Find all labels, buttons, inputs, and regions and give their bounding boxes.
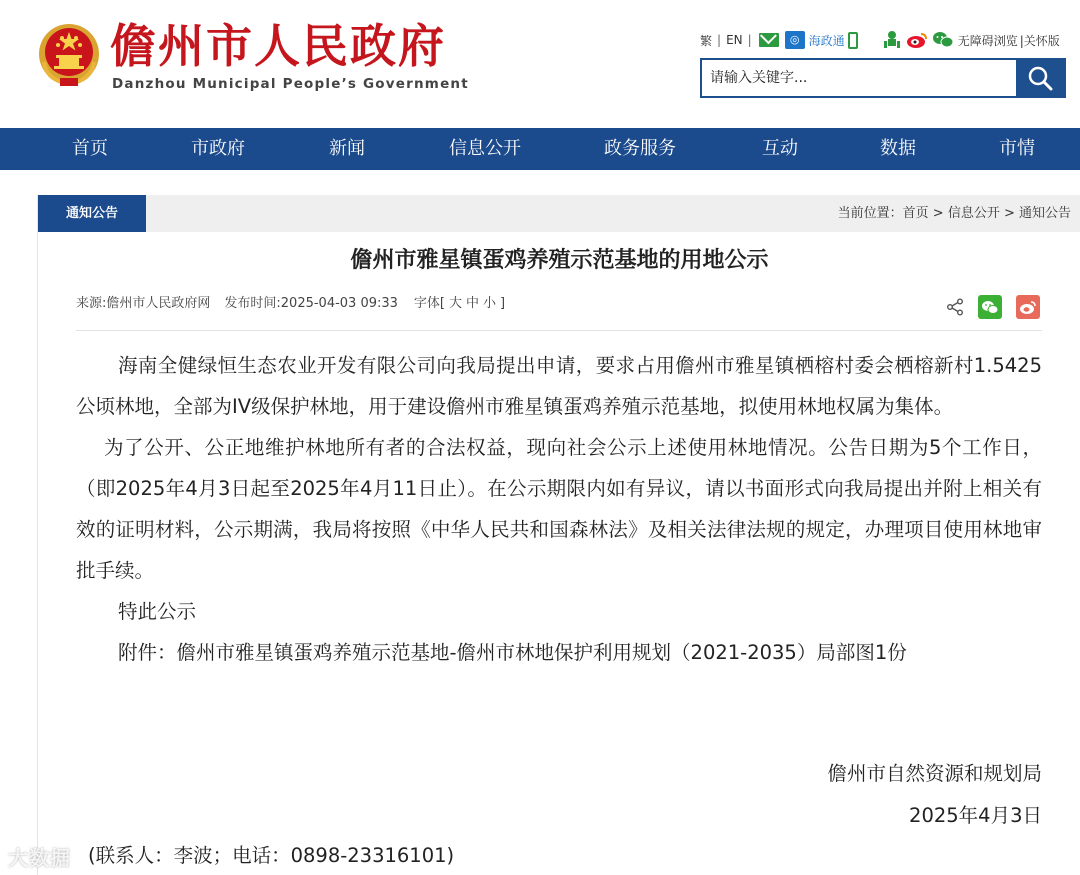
national-emblem-icon[interactable]: [36, 22, 102, 90]
article-title: 儋州市雅星镇蛋鸡养殖示范基地的用地公示: [350, 248, 769, 273]
signature-date: 2025年4月3日: [909, 804, 1042, 827]
nav-item-data[interactable]: 数据: [880, 138, 916, 159]
elderly-care-icon[interactable]: [882, 30, 902, 50]
weibo-icon[interactable]: [906, 31, 928, 49]
meta-divider: [76, 330, 1042, 331]
font-size-small[interactable]: 小: [483, 296, 497, 311]
weibo-icon: [1019, 300, 1037, 315]
search-button[interactable]: [1016, 60, 1064, 96]
content-panel: [37, 195, 1080, 875]
traditional-chinese-link[interactable]: 繁: [700, 33, 713, 48]
signer: 儋州市自然资源和规划局: [827, 762, 1042, 785]
divider: |: [747, 33, 752, 47]
font-size-selector: [412, 292, 507, 311]
font-size-label: 字体[: [413, 296, 445, 311]
haizhengtong-link[interactable]: 海政通: [808, 33, 845, 48]
english-link[interactable]: EN: [726, 33, 743, 47]
phone-icon[interactable]: [848, 32, 858, 49]
watermark: 大数据: [8, 846, 71, 870]
section-tab[interactable]: 通知公告: [38, 195, 146, 232]
font-size-large[interactable]: 大: [449, 296, 463, 311]
section-bar: [38, 195, 1080, 232]
nav-item-home[interactable]: 首页: [72, 138, 108, 159]
contact-info: (联系人：李波；电话：0898-23316101): [88, 844, 455, 867]
font-size-close: ]: [500, 296, 506, 311]
nav-item-city-info[interactable]: 市情: [999, 138, 1035, 159]
breadcrumb[interactable]: 当前位置：首页 > 信息公开 > 通知公告: [837, 206, 1071, 221]
wechat-icon: [981, 300, 999, 315]
haizhengtong-icon[interactable]: ◎: [785, 31, 805, 49]
search-input[interactable]: [702, 60, 1018, 96]
barrier-free-link[interactable]: 无障碍浏览: [957, 33, 1018, 48]
nav-item-news[interactable]: 新闻: [329, 138, 365, 159]
site-header: [0, 0, 1080, 128]
nav-item-government[interactable]: 市政府: [191, 138, 245, 159]
main-nav: [0, 128, 1080, 170]
attachment-line[interactable]: 附件：儋州市雅星镇蛋鸡养殖示范基地-儋州市林地保护利用规划（2021-2035）局部图1份: [118, 641, 907, 664]
share-icon[interactable]: [946, 298, 964, 316]
article-paragraph: 特此公示: [118, 600, 197, 623]
share-wechat-button[interactable]: [978, 295, 1002, 319]
site-title[interactable]: 儋州市人民政府: [110, 19, 446, 73]
nav-item-info-disclosure[interactable]: 信息公开: [449, 138, 521, 159]
article-paragraph: 海南全健绿恒生态农业开发有限公司向我局提出申请，要求占用儋州市雅星镇栖榕村委会栖榕新村1.5425公顷林地，全部为IV级保护林地，用于建设儋州市雅星镇蛋鸡养殖示范基地，拟使用林地权属为集体。: [76, 354, 1042, 418]
share-bar: [946, 295, 1040, 319]
care-version-link[interactable]: |关怀版: [1019, 33, 1060, 48]
search-box: [700, 58, 1066, 98]
share-weibo-button[interactable]: [1016, 295, 1040, 319]
nav-item-interaction[interactable]: 互动: [762, 138, 798, 159]
mail-icon[interactable]: [759, 33, 779, 47]
site-subtitle: Danzhou Municipal People’s Government: [112, 76, 469, 92]
article-source: 来源:儋州市人民政府网: [76, 296, 211, 311]
top-links: [700, 28, 1060, 52]
article-publish-time: 发布时间:2025-04-03 09:33: [224, 296, 398, 311]
divider: |: [717, 33, 722, 47]
search-icon: [1027, 65, 1053, 91]
article-body: [76, 345, 1042, 673]
article-meta: [76, 292, 507, 311]
nav-item-gov-services[interactable]: 政务服务: [604, 138, 676, 159]
font-size-medium[interactable]: 中: [466, 296, 480, 311]
article-paragraph: 为了公开、公正地维护林地所有者的合法权益，现向社会公示上述使用林地情况。公告日期为5个工作日，（即2025年4月3日起至2025年4月11日止）。在公示期限内如有异议，请以书面形式向我局提出并附上相关有效的证明材料，公示期满，我局将按照《中华人民共和国森林法》及相关法律法规的规定，办理项目使用林地审批手续。: [76, 436, 1042, 582]
wechat-icon[interactable]: [932, 31, 954, 49]
